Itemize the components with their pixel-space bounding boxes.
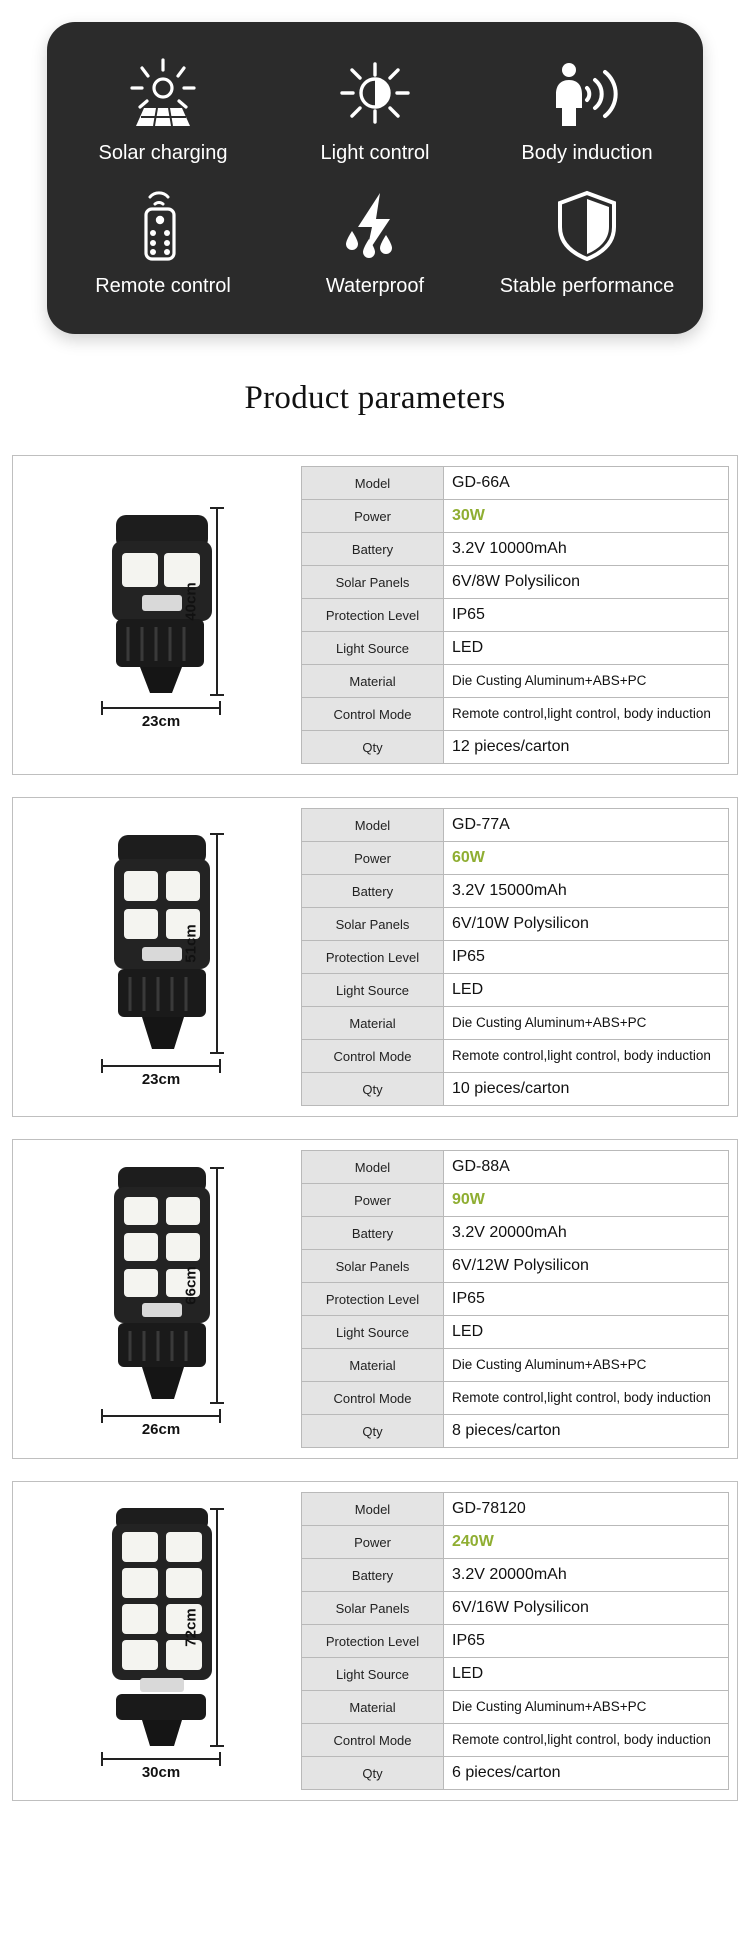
spec-value-light-source: LED [444,1658,729,1691]
features-row-2 [57,181,693,314]
feature-label: Solar charging [98,142,228,164]
spec-key: Control Mode [302,1040,444,1073]
feature-remote-control [57,181,269,314]
spec-key: Model [302,1493,444,1526]
spec-value-protection-level: IP65 [444,599,729,632]
spec-value-control-mode: Remote control,light control, body induction [444,1382,729,1415]
spec-key: Battery [302,1217,444,1250]
spec-key: Qty [302,731,444,764]
remote-control-icon [124,187,202,265]
lamp-figure [86,501,236,730]
product-card [12,455,738,775]
spec-key: Light Source [302,974,444,1007]
spec-key: Power [302,842,444,875]
spec-key: Qty [302,1757,444,1790]
spec-value-model: GD-88A [444,1151,729,1184]
spec-value-battery: 3.2V 20000mAh [444,1217,729,1250]
features-row-1 [57,48,693,181]
spec-value-protection-level: IP65 [444,1625,729,1658]
spec-key: Light Source [302,1658,444,1691]
feature-label: Stable performance [499,275,675,297]
spec-key: Model [302,467,444,500]
spec-key: Power [302,1184,444,1217]
spec-key: Solar Panels [302,1250,444,1283]
table-row [302,1625,729,1658]
width-label: 26cm [141,1420,181,1438]
table-row [302,533,729,566]
product-image-area [21,1492,301,1790]
table-row [302,632,729,665]
table-row [302,1559,729,1592]
table-row [302,1658,729,1691]
spec-value-battery: 3.2V 20000mAh [444,1559,729,1592]
product-card [12,1139,738,1459]
width-dimension [101,1065,221,1088]
spec-key: Battery [302,1559,444,1592]
table-row [302,1007,729,1040]
spec-table [301,466,729,764]
spec-value-material: Die Custing Aluminum+ABS+PC [444,1007,729,1040]
product-spec-area [301,466,729,764]
spec-key: Model [302,809,444,842]
lamp-figure [86,827,236,1088]
table-row [302,908,729,941]
features-section [0,0,750,334]
spec-key: Material [302,1349,444,1382]
table-row [302,500,729,533]
table-row [302,1184,729,1217]
spec-value-battery: 3.2V 15000mAh [444,875,729,908]
table-row [302,1592,729,1625]
table-row [302,1151,729,1184]
width-dimension [101,1758,221,1781]
table-row [302,875,729,908]
table-row [302,1526,729,1559]
spec-value-protection-level: IP65 [444,1283,729,1316]
spec-table [301,1150,729,1448]
spec-value-light-source: LED [444,974,729,1007]
product-spec-area [301,1150,729,1448]
table-row [302,809,729,842]
spec-key: Light Source [302,1316,444,1349]
height-label: 51cm [182,923,200,963]
feature-light-control [269,48,481,181]
table-row [302,1316,729,1349]
spec-value-material: Die Custing Aluminum+ABS+PC [444,665,729,698]
spec-value-qty: 10 pieces/carton [444,1073,729,1106]
feature-stable-performance [481,181,693,314]
spec-value-solar-panels: 6V/10W Polysilicon [444,908,729,941]
spec-key: Protection Level [302,599,444,632]
spec-value-qty: 12 pieces/carton [444,731,729,764]
table-row [302,698,729,731]
spec-value-battery: 3.2V 10000mAh [444,533,729,566]
spec-value-model: GD-77A [444,809,729,842]
spec-value-power: 30W [444,500,729,533]
table-row [302,1691,729,1724]
spec-value-light-source: LED [444,632,729,665]
table-row [302,1217,729,1250]
solar-panel-icon [124,54,202,132]
width-dimension [101,707,221,730]
spec-key: Protection Level [302,1625,444,1658]
width-dimension [101,1415,221,1438]
table-row [302,974,729,1007]
spec-key: Protection Level [302,1283,444,1316]
table-row [302,566,729,599]
feature-waterproof [269,181,481,314]
feature-body-induction [481,48,693,181]
feature-label: Remote control [95,275,231,297]
product-card [12,797,738,1117]
height-label: 66cm [182,1265,200,1305]
spec-value-solar-panels: 6V/16W Polysilicon [444,1592,729,1625]
spec-key: Solar Panels [302,908,444,941]
height-dimension [180,1167,226,1404]
height-label: 40cm [182,581,200,621]
table-row [302,1250,729,1283]
spec-key: Material [302,665,444,698]
height-dimension [180,1508,226,1747]
product-spec-area [301,808,729,1106]
spec-table [301,1492,729,1790]
spec-value-solar-panels: 6V/8W Polysilicon [444,566,729,599]
spec-key: Qty [302,1073,444,1106]
spec-key: Power [302,500,444,533]
feature-solar-charging [57,48,269,181]
product-image-area [21,808,301,1106]
spec-key: Control Mode [302,698,444,731]
spec-key: Material [302,1007,444,1040]
waterproof-icon [336,187,414,265]
table-row [302,731,729,764]
product-spec-area [301,1492,729,1790]
product-image-area [21,1150,301,1448]
product-card [12,1481,738,1801]
table-row [302,1757,729,1790]
spec-value-light-source: LED [444,1316,729,1349]
shield-icon [548,187,626,265]
table-row [302,1040,729,1073]
spec-key: Power [302,1526,444,1559]
spec-value-control-mode: Remote control,light control, body induction [444,698,729,731]
lamp-figure [86,1502,236,1781]
table-row [302,1349,729,1382]
spec-value-qty: 8 pieces/carton [444,1415,729,1448]
feature-label: Body induction [521,142,653,164]
spec-key: Material [302,1691,444,1724]
width-label: 23cm [141,1070,181,1088]
spec-key: Solar Panels [302,566,444,599]
features-panel [47,22,703,334]
table-row [302,1382,729,1415]
product-image-area [21,466,301,764]
spec-value-solar-panels: 6V/12W Polysilicon [444,1250,729,1283]
table-row [302,842,729,875]
lamp-figure [86,1161,236,1438]
width-label: 30cm [141,1763,181,1781]
height-dimension [180,507,226,696]
table-row [302,599,729,632]
spec-key: Battery [302,533,444,566]
spec-table [301,808,729,1106]
table-row [302,1724,729,1757]
spec-key: Light Source [302,632,444,665]
spec-key: Control Mode [302,1724,444,1757]
table-row [302,665,729,698]
width-label: 23cm [141,712,181,730]
table-row [302,1073,729,1106]
spec-value-power: 240W [444,1526,729,1559]
spec-value-power: 90W [444,1184,729,1217]
feature-label: Waterproof [325,275,425,297]
feature-label: Light control [320,142,430,164]
spec-value-qty: 6 pieces/carton [444,1757,729,1790]
spec-key: Battery [302,875,444,908]
height-label: 72cm [182,1607,200,1647]
height-dimension [180,833,226,1054]
table-row [302,1493,729,1526]
page-title: Product parameters [244,380,506,416]
spec-value-control-mode: Remote control,light control, body induction [444,1724,729,1757]
spec-key: Qty [302,1415,444,1448]
spec-value-control-mode: Remote control,light control, body induction [444,1040,729,1073]
spec-key: Model [302,1151,444,1184]
table-row [302,1283,729,1316]
spec-key: Solar Panels [302,1592,444,1625]
spec-value-material: Die Custing Aluminum+ABS+PC [444,1349,729,1382]
table-row [302,941,729,974]
spec-value-protection-level: IP65 [444,941,729,974]
table-row [302,467,729,500]
spec-value-power: 60W [444,842,729,875]
body-induction-icon [543,54,631,132]
spec-value-material: Die Custing Aluminum+ABS+PC [444,1691,729,1724]
spec-key: Control Mode [302,1382,444,1415]
table-row [302,1415,729,1448]
sun-half-icon [336,54,414,132]
spec-value-model: GD-66A [444,467,729,500]
spec-value-model: GD-78120 [444,1493,729,1526]
spec-key: Protection Level [302,941,444,974]
